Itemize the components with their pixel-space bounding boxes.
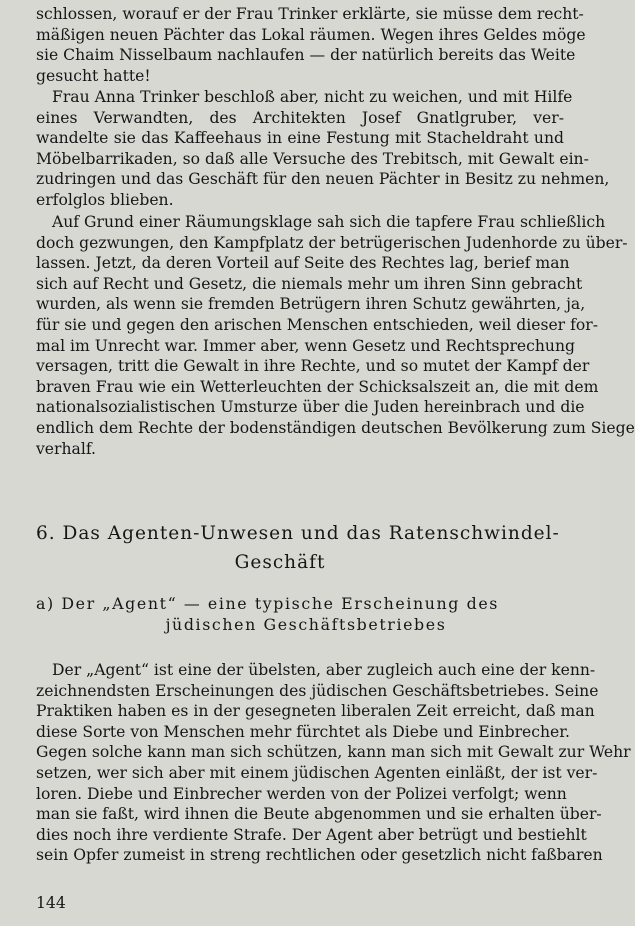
text-line: endlich dem Rechte der bodenständigen deutschen Bevölkerung zum Siege bbox=[36, 418, 635, 437]
text-line: mal im Unrecht war. Immer aber, wenn Gesetz und Rechtsprechung bbox=[36, 336, 575, 355]
text-line: diese Sorte von Menschen mehr fürchtet als Diebe und Einbrecher. bbox=[36, 722, 570, 741]
text-line: nationalsozialistischen Umsturze über die Juden hereinbrach und die bbox=[36, 398, 585, 417]
subsection-heading bbox=[36, 594, 564, 635]
paragraph-2 bbox=[36, 87, 610, 211]
text-line: lassen. Jetzt, da deren Vorteil auf Seite des Rechtes lag, berief man bbox=[36, 254, 570, 273]
text-line: schlossen, worauf er der Frau Trinker erklärte, sie müsse dem recht- bbox=[36, 5, 584, 23]
text-line: doch gezwungen, den Kampfplatz der betrügerischen Judenhorde zu über- bbox=[36, 233, 628, 252]
text-line: man sie faßt, wird ihnen die Beute abgenommen und sie erhalten über- bbox=[36, 805, 602, 824]
text-line: mäßigen neuen Pächter das Lokal räumen. Wegen ihres Geldes möge bbox=[36, 25, 586, 44]
text-line: für sie und gegen den arischen Menschen entschieden, weil dieser for- bbox=[36, 315, 598, 334]
text-line: gesucht hatte! bbox=[36, 66, 151, 85]
text-line: Gegen solche kann man sich schützen, kann man sich mit Gewalt zur Wehr bbox=[36, 743, 631, 762]
section-heading-line: 6. Das Agenten-Unwesen und das Ratenschwindel- bbox=[36, 523, 560, 544]
text-line: sich auf Recht und Gesetz, die niemals mehr um ihren Sinn gebracht bbox=[36, 274, 583, 293]
text-line: dies noch ihre verdiente Strafe. Der Agent aber betrügt und bestiehlt bbox=[36, 825, 587, 844]
subsection-heading-line: jüdischen Geschäftsbetriebes bbox=[165, 614, 447, 634]
text-line: erfolglos blieben. bbox=[36, 190, 174, 209]
paragraph-3 bbox=[36, 212, 635, 459]
text-line: sein Opfer zumeist in streng rechtlichen oder gesetzlich nicht faßbaren bbox=[36, 846, 603, 865]
text-line: Möbelbarrikaden, so daß alle Versuche des Trebitsch, mit Gewalt ein- bbox=[36, 149, 589, 168]
text-line: braven Frau wie ein Wetterleuchten der Schicksalszeit an, die mit dem bbox=[36, 377, 599, 396]
paragraph-4 bbox=[36, 660, 631, 866]
text-line: wandelte sie das Kaffeehaus in eine Festung mit Stacheldraht und bbox=[36, 129, 564, 148]
section-heading-line: Geschäft bbox=[234, 552, 326, 573]
text-line: setzen, wer sich aber mit einem jüdischen Agenten einläßt, der ist ver- bbox=[36, 763, 598, 782]
text-line: sie Chaim Nisselbaum nachlaufen — der natürlich bereits das Weite bbox=[36, 46, 576, 65]
text-line: zudringen und das Geschäft für den neuen Pächter in Besitz zu nehmen, bbox=[36, 170, 610, 189]
text-line: eines Verwandten, des Architekten Josef Gnatlgruber, ver- bbox=[36, 108, 564, 127]
section-heading bbox=[36, 519, 564, 577]
subsection-heading-line: a) Der „Agent“ — eine typische Erscheinung des bbox=[36, 594, 499, 613]
text-line: wurden, als wenn sie fremden Betrügern ihren Schutz gewährten, ja, bbox=[36, 295, 586, 314]
page-number: 144 bbox=[36, 894, 66, 912]
text-line: versagen, tritt die Gewalt in ihre Rechte, und so mutet der Kampf der bbox=[36, 357, 590, 376]
text-line: Praktiken haben es in der gesegneten liberalen Zeit erreicht, daß man bbox=[36, 702, 595, 721]
text-line: Frau Anna Trinker beschloß aber, nicht zu weichen, und mit Hilfe bbox=[52, 88, 573, 106]
text-line: verhalf. bbox=[36, 439, 96, 458]
text-line: zeichnendsten Erscheinungen des jüdischen Geschäftsbetriebes. Seine bbox=[36, 681, 599, 700]
paragraph-1 bbox=[36, 4, 586, 86]
text-line: Auf Grund einer Räumungsklage sah sich die tapfere Frau schließlich bbox=[52, 213, 606, 231]
text-line: loren. Diebe und Einbrecher werden von der Polizei verfolgt; wenn bbox=[36, 784, 567, 803]
text-line: Der „Agent“ ist eine der übelsten, aber zugleich auch eine der kenn- bbox=[52, 661, 596, 679]
